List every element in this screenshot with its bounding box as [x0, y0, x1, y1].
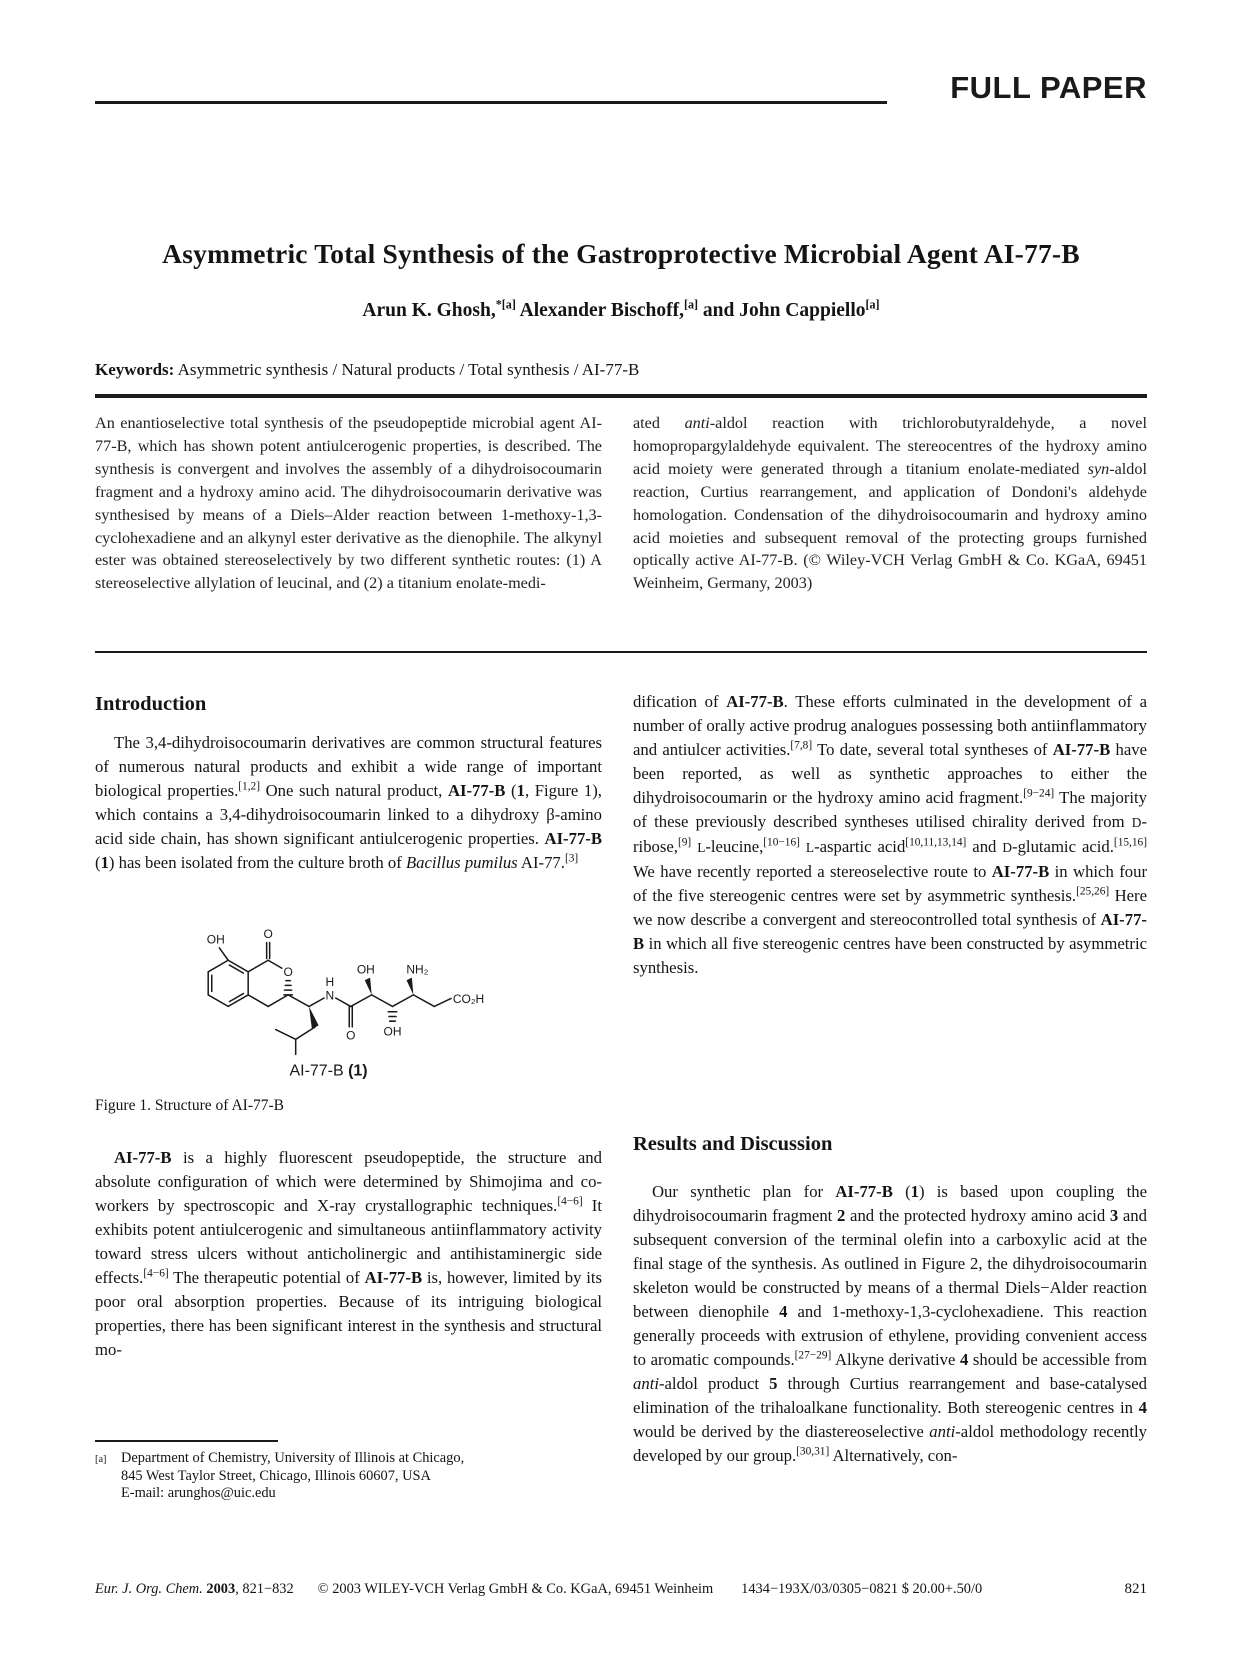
- bond: [248, 995, 268, 1007]
- keywords-line: [95, 360, 1147, 380]
- abstract-bottom-rule: [95, 651, 1147, 653]
- section-heading-introduction: Introduction: [95, 693, 207, 715]
- atom-label-h-amide: H: [325, 975, 335, 990]
- keywords-text: Asymmetric synthesis / Natural products / Total synthesis / AI-77-B: [174, 360, 640, 379]
- chemical-structure-figure: [182, 914, 484, 1082]
- wedge-bond: [407, 978, 414, 995]
- header-rule: [95, 101, 887, 104]
- atom-label-n-amide: N: [325, 988, 335, 1003]
- authors-line: Arun K. Ghosh,$^{*[a]}$ Alexander Bischoff,[a] and John Cappiello[a]: [362, 297, 880, 321]
- footnote-line: 845 West Taylor Street, Chicago, Illinois 60607, USA: [121, 1467, 431, 1484]
- abstract-column-right: ated anti-aldol reaction with trichlorobutyraldehyde, a novel homopropargylaldehyde equivalent. The stereocentres of the hydroxy amino acid moiety were generated through a titanium enolate-mediated syn-aldol reaction, Curtius rearrangement, and application of Dondoni's aldehyde homologation. Condensation of the dihydroisocoumarin and hydroxy amino acid moieties and subsequent removal of the protecting groups furnished optically active AI-77-B. (© Wiley-VCH Verlag GmbH & Co. KGaA, 69451 Weinheim, Germany, 2003): [633, 414, 1147, 593]
- wedge-bond: [365, 978, 372, 995]
- section-heading-results: Results and Discussion: [633, 1133, 833, 1155]
- atom-label-oh-down: OH: [383, 1024, 402, 1039]
- bond: [372, 995, 393, 1007]
- atom-label-o-carbonyl: O: [263, 927, 273, 942]
- atom-label-o-ring: O: [283, 965, 293, 980]
- bond: [219, 948, 228, 960]
- abstract-top-rule: [95, 394, 1147, 398]
- intro-paragraph-1: The 3,4-dihydroisocoumarin derivatives are common structural features of numerous natural products and exhibit a wide range of important biological properties.[1,2] One such natural product, AI-77-B (1, Figure 1), which contains a 3,4-dihydroisocoumarin linked to a dihydroxy β-amino acid side chain, has shown significant antiulcerogenic properties. AI-77-B (1) has been isolated from the culture broth of Bacillus pumilus AI-77.[3]: [95, 733, 602, 872]
- footnote-line: Department of Chemistry, University of Illinois at Chicago,: [121, 1450, 465, 1466]
- keywords-label: Keywords:: [95, 360, 175, 379]
- affiliation-footnote: [95, 1440, 602, 1503]
- intro-paragraph-2: AI-77-B is a highly fluorescent pseudopeptide, the structure and absolute configuration of which were determined by Shimojima and co-workers by spectroscopic and X-ray crystallographic techniques.[4−6] It exhibits potent antiulcerogenic and simultaneous antiinflammatory activity toward stress ulcers without anticholinergic and antihistaminergic side effects.[4−6] The therapeutic potential of AI-77-B is, however, limited by its poor oral absorption properties. Because of its intriguing biological properties, there has been significant interest in the synthesis and structural mo-: [95, 1148, 602, 1359]
- article-type-label: FULL PAPER: [950, 70, 1147, 105]
- abstract-column-left: An enantioselective total synthesis of the pseudopeptide microbial agent AI-77-B, which has shown potent antiulcerogenic properties, is described. The synthesis is convergent and involves the assembly of a dihydroisocoumarin fragment and a hydroxy amino acid. The dihydroisocoumarin derivative was synthesised by means of a Diels–Alder reaction between 1-methoxy-1,3-cyclohexadiene and an alkynyl ester derivative as the dienophile. The alkynyl ester was obtained stereoselectively by two different synthetic routes: (1) A stereoselective allylation of leucinal, and (2) a titanium enolate-medi-: [95, 414, 602, 593]
- page-number: 821: [1124, 1581, 1147, 1597]
- bond: [296, 1027, 316, 1039]
- footnote-text: [121, 1450, 464, 1503]
- atom-label-oh-phenol: OH: [206, 932, 225, 947]
- atom-label-o-amide: O: [346, 1028, 356, 1043]
- atom-label-oh-up: OH: [356, 962, 375, 977]
- bond: [351, 995, 372, 1007]
- bond: [309, 998, 324, 1006]
- wedge-bond: [309, 1006, 319, 1028]
- bond: [276, 1030, 296, 1040]
- right-column-paragraph-1: dification of AI-77-B. These efforts culminated in the development of a number of orally active prodrug analogues possessing both antiinflammatory and antiulcer activities.[7,8] To date, several total syntheses of AI-77-B have been reported, as well as synthetic approaches to either the dihydroisocoumarin or the hydroxy amino acid fragment.[9−24] The majority of these previously described syntheses utilised chirality derived from D-ribose,[9] L-leucine,[10−16] L-aspartic acid[10,11,13,14] and D-glutamic acid.[15,16] We have recently reported a stereoselective route to AI-77-B in which four of the five stereogenic centres were set by asymmetric synthesis.[25,26] Here we now describe a convergent and stereocontrolled total synthesis of AI-77-B in which all five stereogenic centres have been constructed by asymmetric synthesis.: [633, 692, 1148, 977]
- paper-title: Asymmetric Total Synthesis of the Gastroprotective Microbial Agent AI-77-B: [162, 238, 1080, 269]
- footnote-rule: [95, 1440, 278, 1442]
- bond: [268, 960, 282, 968]
- bond: [248, 960, 268, 972]
- bond: [268, 995, 288, 1007]
- benzene-double-bond: [229, 994, 243, 1002]
- figure-caption: Figure 1. Structure of AI-77-B: [95, 1097, 284, 1114]
- footer-journal-ref: Eur. J. Org. Chem. 2003, 821−832: [95, 1581, 294, 1597]
- footnote-marker: [a]: [95, 1454, 107, 1465]
- page-footer: [95, 1581, 1147, 1598]
- footer-issn: 1434−193X/03/0305−0821 $ 20.00+.50/0: [741, 1581, 983, 1597]
- benzene-double-bond: [229, 965, 243, 973]
- benzene-ring: [208, 960, 248, 1006]
- bond: [393, 995, 414, 1007]
- compound-label: AI-77-B (1): [289, 1062, 368, 1080]
- atom-label-nh2: NH₂: [406, 962, 429, 977]
- bond: [413, 995, 434, 1007]
- results-paragraph-1: Our synthetic plan for AI-77-B (1) is based upon coupling the dihydroisocoumarin fragment 2 and the protected hydroxy amino acid 3 and subsequent conversion of the terminal olefin into a carboxylic acid at the final stage of the synthesis. As outlined in Figure 2, the dihydroisocoumarin skeleton would be constructed by means of a thermal Diels−Alder reaction between dienophile 4 and 1-methoxy-1,3-cyclohexadiene. This reaction generally proceeds with extrusion of ethylene, providing convenient access to aromatic compounds.[27−29] Alkyne derivative 4 should be accessible from anti-aldol product 5 through Curtius rearrangement and base-catalysed elimination of the trihaloalkane functionality. Both stereogenic centres in 4 would be derived by the diastereoselective anti-aldol methodology recently developed by our group.[30,31] Alternatively, con-: [633, 1182, 1148, 1465]
- footnote-line: E-mail: arunghos@uic.edu: [121, 1485, 276, 1502]
- bond: [336, 998, 351, 1006]
- atom-label-co2h: CO₂H: [452, 991, 484, 1006]
- footer-copyright: © 2003 WILEY-VCH Verlag GmbH & Co. KGaA, 69451 Weinheim: [317, 1581, 714, 1597]
- bond: [288, 995, 309, 1007]
- bond: [434, 998, 451, 1006]
